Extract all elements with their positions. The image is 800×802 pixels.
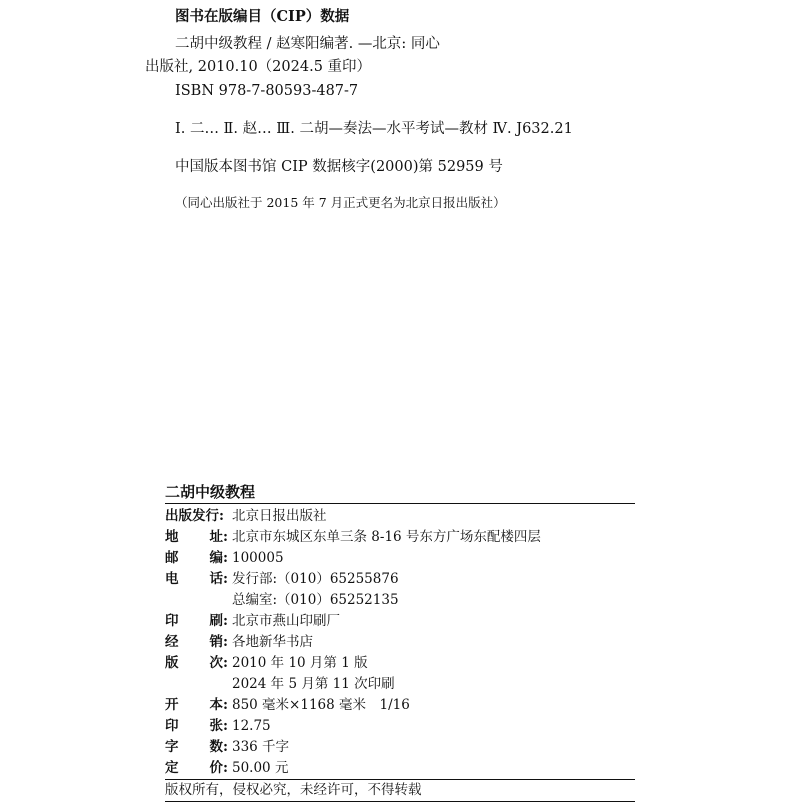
phone-label <box>165 569 232 590</box>
colophon-row-distributor <box>165 632 635 653</box>
printing-value: 2024 年 5 月第 11 次印刷 <box>232 676 395 692</box>
postcode-label <box>165 548 232 569</box>
edition-value: 2010 年 10 月第 1 版 <box>232 655 368 671</box>
cip-isbn: ISBN 978-7-80593-487-7 <box>175 83 359 99</box>
words-label <box>165 737 232 758</box>
colophon-row-postcode <box>165 548 635 569</box>
words-label-char-1: 字 <box>165 739 179 755</box>
colophon-row-edition <box>165 653 635 674</box>
colophon-row-format <box>165 695 635 716</box>
format-value: 850 毫米×1168 毫米 1/16 <box>232 697 410 713</box>
colophon-row-sheets <box>165 716 635 737</box>
colophon-row-phone <box>165 569 635 590</box>
colophon-row-publisher <box>165 506 635 527</box>
publisher-label-text: 出版发行: <box>165 508 224 524</box>
colophon-row-address <box>165 527 635 548</box>
cip-verification-number: 中国版本图书馆 CIP 数据核字(2000)第 52959 号 <box>175 159 503 175</box>
colophon-row-price <box>165 758 635 779</box>
cip-publisher-rename-note: （同心出版社于 2015 年 7 月正式更名为北京日报出版社） <box>175 195 506 210</box>
distributor-label-char-1: 经 <box>165 634 179 650</box>
edition-label-char-2: 次: <box>209 655 228 671</box>
edition-label <box>165 653 232 674</box>
printer-label-char-1: 印 <box>165 613 179 629</box>
price-label-char-2: 价: <box>209 760 228 776</box>
sheets-label-char-1: 印 <box>165 718 179 734</box>
phone-label-char-1: 电 <box>165 571 179 587</box>
colophon-row-phone-2 <box>165 590 635 611</box>
cip-data-block <box>0 0 800 240</box>
colophon-row-edition-2 <box>165 674 635 695</box>
distributor-value: 各地新华书店 <box>232 634 313 650</box>
cip-title: 图书在版编目（CIP）数据 <box>175 8 350 25</box>
cip-entry-line-1: 二胡中级教程 / 赵寒阳编著. —北京: 同心 <box>175 36 440 52</box>
phone-editorial-value: 总编室:（010）65252135 <box>232 592 399 608</box>
address-label-char-2: 址: <box>209 529 228 545</box>
price-label-char-1: 定 <box>165 760 179 776</box>
postcode-label-char-2: 编: <box>209 550 228 566</box>
address-label-char-1: 地 <box>165 529 179 545</box>
postcode-value: 100005 <box>232 550 284 566</box>
phone-sales-value: 发行部:（010）65255876 <box>232 571 399 587</box>
price-label <box>165 758 232 779</box>
colophon-row-words <box>165 737 635 758</box>
address-label <box>165 527 232 548</box>
phone-label-char-2: 话: <box>209 571 228 587</box>
sheets-value: 12.75 <box>232 718 271 734</box>
words-value: 336 千字 <box>232 739 290 755</box>
colophon-row-printer <box>165 611 635 632</box>
address-value: 北京市东城区东单三条 8-16 号东方广场东配楼四层 <box>232 529 541 545</box>
postcode-label-char-1: 邮 <box>165 550 179 566</box>
publisher-value: 北京日报出版社 <box>232 508 327 524</box>
words-label-char-2: 数: <box>209 739 228 755</box>
colophon-rows <box>165 504 635 780</box>
format-label-char-1: 开 <box>165 697 179 713</box>
edition-label-char-1: 版 <box>165 655 179 671</box>
format-label-char-2: 本: <box>209 697 228 713</box>
colophon-block <box>165 483 635 802</box>
cip-entry-line-2: 出版社, 2010.10（2024.5 重印） <box>145 59 372 75</box>
distributor-label <box>165 632 232 653</box>
cip-classification: Ⅰ. 二… Ⅱ. 赵… Ⅲ. 二胡—奏法—水平考试—教材 Ⅳ. J632.21 <box>175 121 573 137</box>
colophon-book-title: 二胡中级教程 <box>165 483 635 504</box>
distributor-label-char-2: 销: <box>209 634 228 650</box>
copyright-notice: 版权所有，侵权必究，未经许可，不得转载 <box>165 780 635 802</box>
publisher-label <box>165 506 232 527</box>
price-value: 50.00 元 <box>232 760 289 776</box>
sheets-label <box>165 716 232 737</box>
sheets-label-char-2: 张: <box>209 718 228 734</box>
format-label <box>165 695 232 716</box>
printer-value: 北京市燕山印刷厂 <box>232 613 340 629</box>
printer-label <box>165 611 232 632</box>
printer-label-char-2: 刷: <box>209 613 228 629</box>
